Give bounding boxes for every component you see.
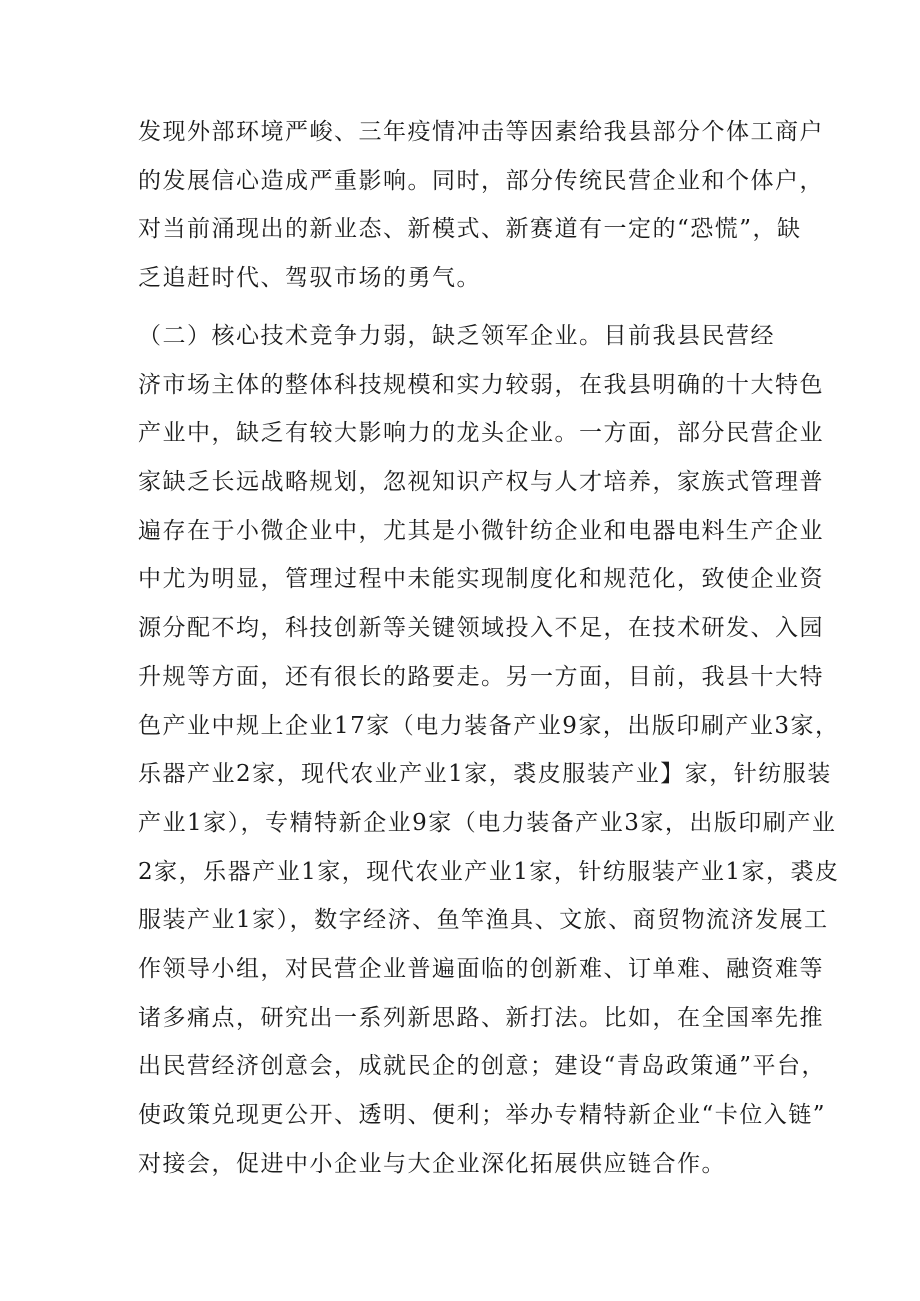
paragraph-line: 产业1家），专精特新企业9家（电力装备产业3家，出版印刷产业 — [138, 809, 837, 836]
paragraph-line: 作领导小组，对民营企业普遍面临的创新难、订单难、融资难等 — [138, 955, 824, 982]
paragraph-2 — [138, 312, 840, 1188]
paragraph-line: 色产业中规上企业17家（电力装备产业9家，出版印刷产业3家， — [138, 712, 840, 739]
paragraph-line: 发现外部环境严峻、三年疫情冲击等因素给我县部分个体工商户 — [138, 119, 824, 145]
paragraph-line: 乐器产业2家，现代农业产业1家，裘皮服装产业】家，针纺服装 — [138, 761, 832, 788]
paragraph-line: 服装产业1家），数字经济、鱼竿渔具、文旅、商贸物流济发展工 — [138, 907, 829, 934]
paragraph-line: 遍存在于小微企业中，尤其是小微针纺企业和电器电料生产企业 — [138, 517, 824, 544]
paragraph-line: 诸多痛点，研究出一系列新思路、新打法。比如，在全国率先推 — [138, 1004, 824, 1031]
paragraph-line: 产业中，缺乏有较大影响力的龙头企业。一方面，部分民营企业 — [138, 420, 824, 447]
paragraph-line: 家缺乏长远战略规划，忽视知识产权与人才培养，家族式管理普 — [138, 469, 824, 496]
paragraph-line: 使政策兑现更公开、透明、便利；举办专精特新企业“卡位入链” — [138, 1102, 827, 1128]
paragraph-line: 升规等方面，还有很长的路要走。另一方面，目前，我县十大特 — [138, 663, 824, 690]
paragraph-line: 出民营经济创意会，成就民企的创意；建设“青岛政策通”平台， — [138, 1053, 827, 1080]
paragraph-line: 对当前涌现出的新业态、新模式、新赛道有一定的“恐慌”，缺 — [138, 216, 802, 243]
paragraph-line: 乏追赶时代、驾驭市场的勇气。 — [138, 265, 481, 292]
paragraph-line: 的发展信心造成严重影响。同时，部分传统民营企业和个体户， — [138, 167, 824, 194]
paragraph-line: 对接会，促进中小企业与大企业深化拓展供应链合作。 — [138, 1150, 726, 1177]
paragraph-line: （二）核心技术竞争力弱，缺乏领军企业。目前我县民营经 — [138, 323, 775, 349]
paragraph-1 — [138, 108, 824, 303]
paragraph-line: 源分配不均，科技创新等关键领域投入不足，在技术研发、入园 — [138, 615, 824, 642]
paragraph-line: 2家，乐器产业1家，现代农业产业1家，针纺服装产业1家，裘皮 — [138, 858, 840, 885]
paragraph-line: 中尤为明显，管理过程中未能实现制度化和规范化，致使企业资 — [138, 566, 824, 593]
paragraph-line: 济市场主体的整体科技规模和实力较弱，在我县明确的十大特色 — [138, 371, 824, 398]
